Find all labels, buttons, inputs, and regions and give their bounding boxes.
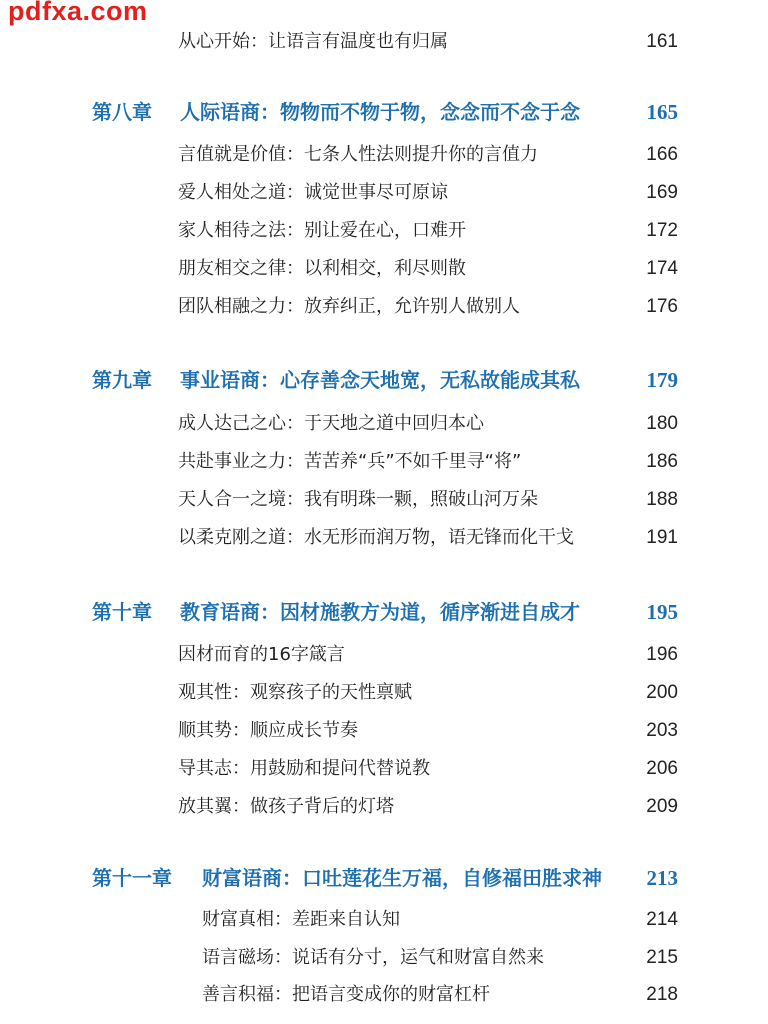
entry-title: 从心开始：让语言有温度也有归属 xyxy=(178,31,448,52)
entry-title: 财富真相：差距来自认知 xyxy=(202,909,400,930)
toc-entry[interactable] xyxy=(178,254,678,284)
entry-page: 174 xyxy=(646,258,678,279)
chapter-page: 213 xyxy=(646,866,678,890)
watermark-logo: pdfxa.com xyxy=(8,0,148,26)
toc-entry[interactable] xyxy=(178,943,678,973)
chapter-title: 事业语商：心存善念天地宽，无私故能成其私 xyxy=(180,368,580,392)
toc-entry[interactable] xyxy=(178,905,678,935)
entry-title: 放其翼：做孩子背后的灯塔 xyxy=(178,796,394,817)
chapter-page: 195 xyxy=(646,600,678,624)
chapter-title: 财富语商：口吐莲花生万福，自修福田胜求神 xyxy=(202,866,602,890)
entry-page: 203 xyxy=(646,720,678,741)
toc-entry[interactable] xyxy=(178,485,678,515)
entry-page: 172 xyxy=(646,220,678,241)
toc-entry[interactable] xyxy=(178,292,678,322)
entry-title: 朋友相交之律：以利相交，利尽则散 xyxy=(178,258,466,279)
toc-entry[interactable] xyxy=(178,409,678,439)
toc-entry[interactable] xyxy=(178,980,678,1010)
chapter-number: 第十章 xyxy=(92,600,152,624)
entry-page: 186 xyxy=(646,451,678,472)
entry-page: 200 xyxy=(646,682,678,703)
toc-entry[interactable] xyxy=(178,678,678,708)
toc-entry[interactable] xyxy=(178,716,678,746)
entry-title: 共赴事业之力：苦苦养“兵”不如千里寻“将” xyxy=(178,451,522,472)
entry-page: 169 xyxy=(646,182,678,203)
toc-entry[interactable] xyxy=(178,178,678,208)
entry-page: 206 xyxy=(646,758,678,779)
toc-entry[interactable] xyxy=(178,447,678,477)
entry-title: 语言磁场：说话有分寸，运气和财富自然来 xyxy=(202,947,544,968)
chapter-9-heading[interactable] xyxy=(92,363,678,397)
entry-title: 天人合一之境：我有明珠一颗，照破山河万朵 xyxy=(178,489,538,510)
entry-title: 因材而育的16字箴言 xyxy=(178,644,345,665)
chapter-page: 179 xyxy=(646,368,678,392)
entry-page: 209 xyxy=(646,796,678,817)
entry-title: 言值就是价值：七条人性法则提升你的言值力 xyxy=(178,144,538,165)
entry-title: 善言积福：把语言变成你的财富杠杆 xyxy=(202,984,490,1005)
entry-page: 196 xyxy=(646,644,678,665)
chapter-8-heading[interactable] xyxy=(92,95,678,129)
entry-title: 家人相待之法：别让爱在心，口难开 xyxy=(178,220,466,241)
toc-entry[interactable] xyxy=(178,216,678,246)
chapter-number: 第十一章 xyxy=(92,866,172,890)
chapter-number: 第八章 xyxy=(92,100,152,124)
entry-title: 观其性：观察孩子的天性禀赋 xyxy=(178,682,412,703)
chapter-number: 第九章 xyxy=(92,368,152,392)
entry-page: 214 xyxy=(646,909,678,930)
toc-entry[interactable] xyxy=(178,27,678,57)
entry-page: 218 xyxy=(646,984,678,1005)
entry-page: 161 xyxy=(646,31,678,52)
toc-entry[interactable] xyxy=(178,640,678,670)
entry-title: 团队相融之力：放弃纠正，允许别人做别人 xyxy=(178,296,520,317)
chapter-title: 人际语商：物物而不物于物，念念而不念于念 xyxy=(180,100,580,124)
chapter-11-heading[interactable] xyxy=(92,861,678,895)
entry-title: 以柔克刚之道：水无形而润万物，语无锋而化干戈 xyxy=(178,527,574,548)
entry-title: 顺其势：顺应成长节奏 xyxy=(178,720,358,741)
entry-page: 191 xyxy=(646,527,678,548)
entry-title: 导其志：用鼓励和提问代替说教 xyxy=(178,758,430,779)
entry-title: 爱人相处之道：诚觉世事尽可原谅 xyxy=(178,182,448,203)
toc-entry[interactable] xyxy=(178,792,678,822)
toc-entry[interactable] xyxy=(178,754,678,784)
chapter-page: 165 xyxy=(646,100,678,124)
entry-title: 成人达己之心：于天地之道中回归本心 xyxy=(178,413,484,434)
toc-entry[interactable] xyxy=(178,140,678,170)
toc-entry[interactable] xyxy=(178,523,678,553)
entry-page: 188 xyxy=(646,489,678,510)
chapter-title: 教育语商：因材施教方为道，循序渐进自成才 xyxy=(180,600,580,624)
entry-page: 166 xyxy=(646,144,678,165)
entry-page: 180 xyxy=(646,413,678,434)
entry-page: 215 xyxy=(646,947,678,968)
entry-page: 176 xyxy=(646,296,678,317)
chapter-10-heading[interactable] xyxy=(92,595,678,629)
